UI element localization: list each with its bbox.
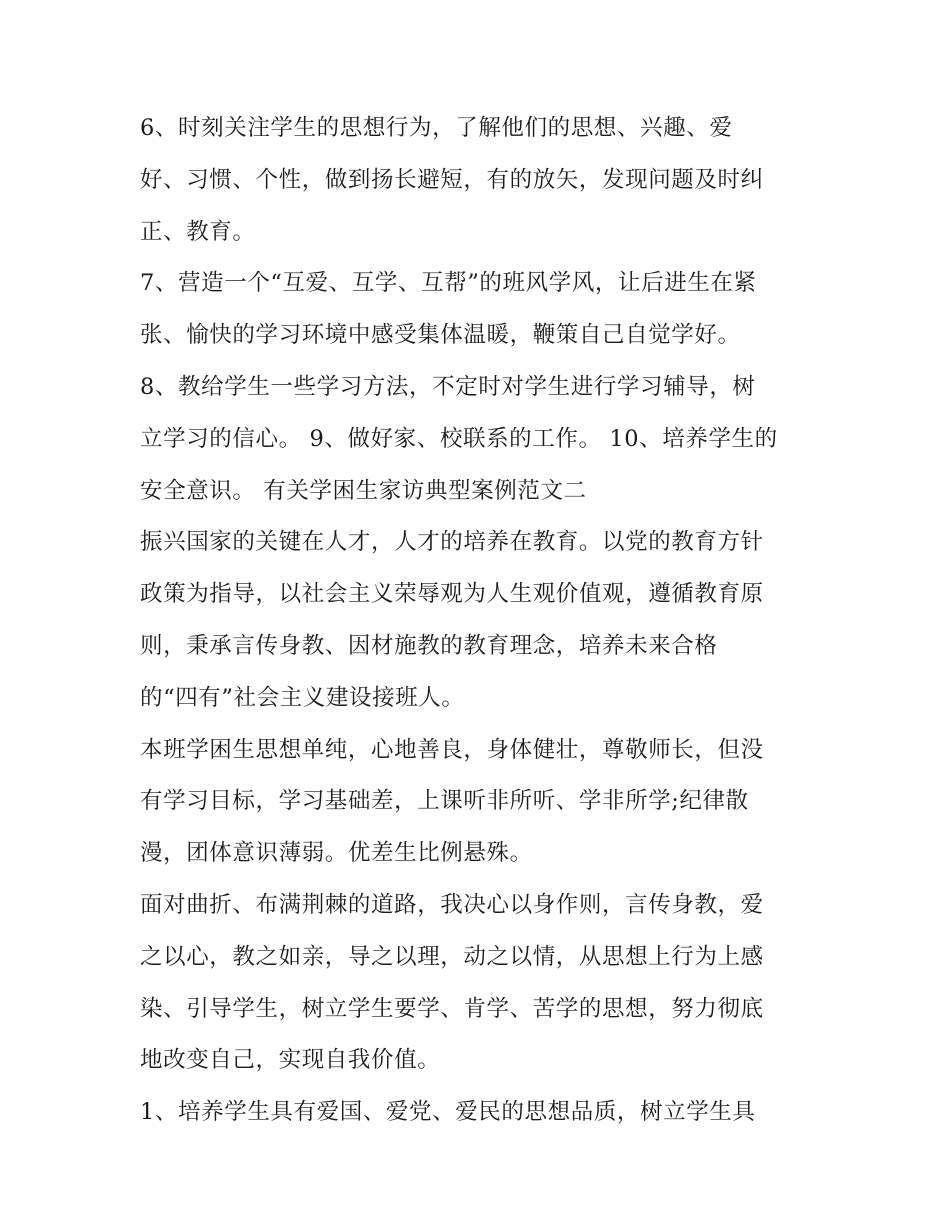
text-line: 则，秉承言传身教、因材施教的教育理念，培养未来合格: [140, 632, 718, 659]
text-line: 地改变自己，实现自我价值。: [140, 1047, 441, 1074]
text-line: 面对曲折、布满荆棘的道路，我决心以身作则，言传身教，爱: [140, 891, 764, 918]
text-line: 7、营造一个“互爱、互学、互帮”的班风学风，让后进生在紧: [140, 270, 757, 297]
text-line: 有学习目标，学习基础差，上课听非所听、学非所学;纪律散: [140, 788, 749, 815]
text-line: 之以心，教之如亲，导之以理，动之以情，从思想上行为上感: [140, 943, 764, 970]
text-line: 漫，团体意识薄弱。优差生比例悬殊。: [140, 840, 533, 867]
document-body: [140, 103, 820, 1139]
text-line: 立学习的信心。 9、做好家、校联系的工作。 10、培养学生的: [140, 425, 778, 452]
text-line: 振兴国家的关键在人才，人才的培养在教育。以党的教育方针: [140, 529, 764, 556]
text-line: 安全意识。 有关学困生家访典型案例范文二: [140, 477, 587, 504]
text-line: 染、引导学生，树立学生要学、肯学、苦学的思想，努力彻底: [140, 995, 764, 1022]
text-line: 政策为指导，以社会主义荣辱观为人生观价值观，遵循教育原: [140, 581, 764, 608]
text-line: 好、习惯、个性，做到扬长避短，有的放矢，发现问题及时纠: [140, 166, 764, 193]
text-line: 6、时刻关注学生的思想行为，了解他们的思想、兴趣、爱: [140, 115, 733, 141]
text-line: 张、愉快的学习环境中感受集体温暖，鞭策自己自觉学好。: [140, 322, 741, 349]
text-line: 8、教给学生一些学习方法，不定时对学生进行学习辅导，树: [140, 373, 756, 400]
text-line: 本班学困生思想单纯，心地善良，身体健壮，尊敬师长，但没: [140, 736, 764, 763]
text-line: 正、教育。: [140, 218, 256, 245]
text-line: 的“四有”社会主义建设接班人。: [140, 684, 465, 711]
text-line: 1、培养学生具有爱国、爱党、爱民的思想品质，树立学生具: [140, 1099, 756, 1126]
